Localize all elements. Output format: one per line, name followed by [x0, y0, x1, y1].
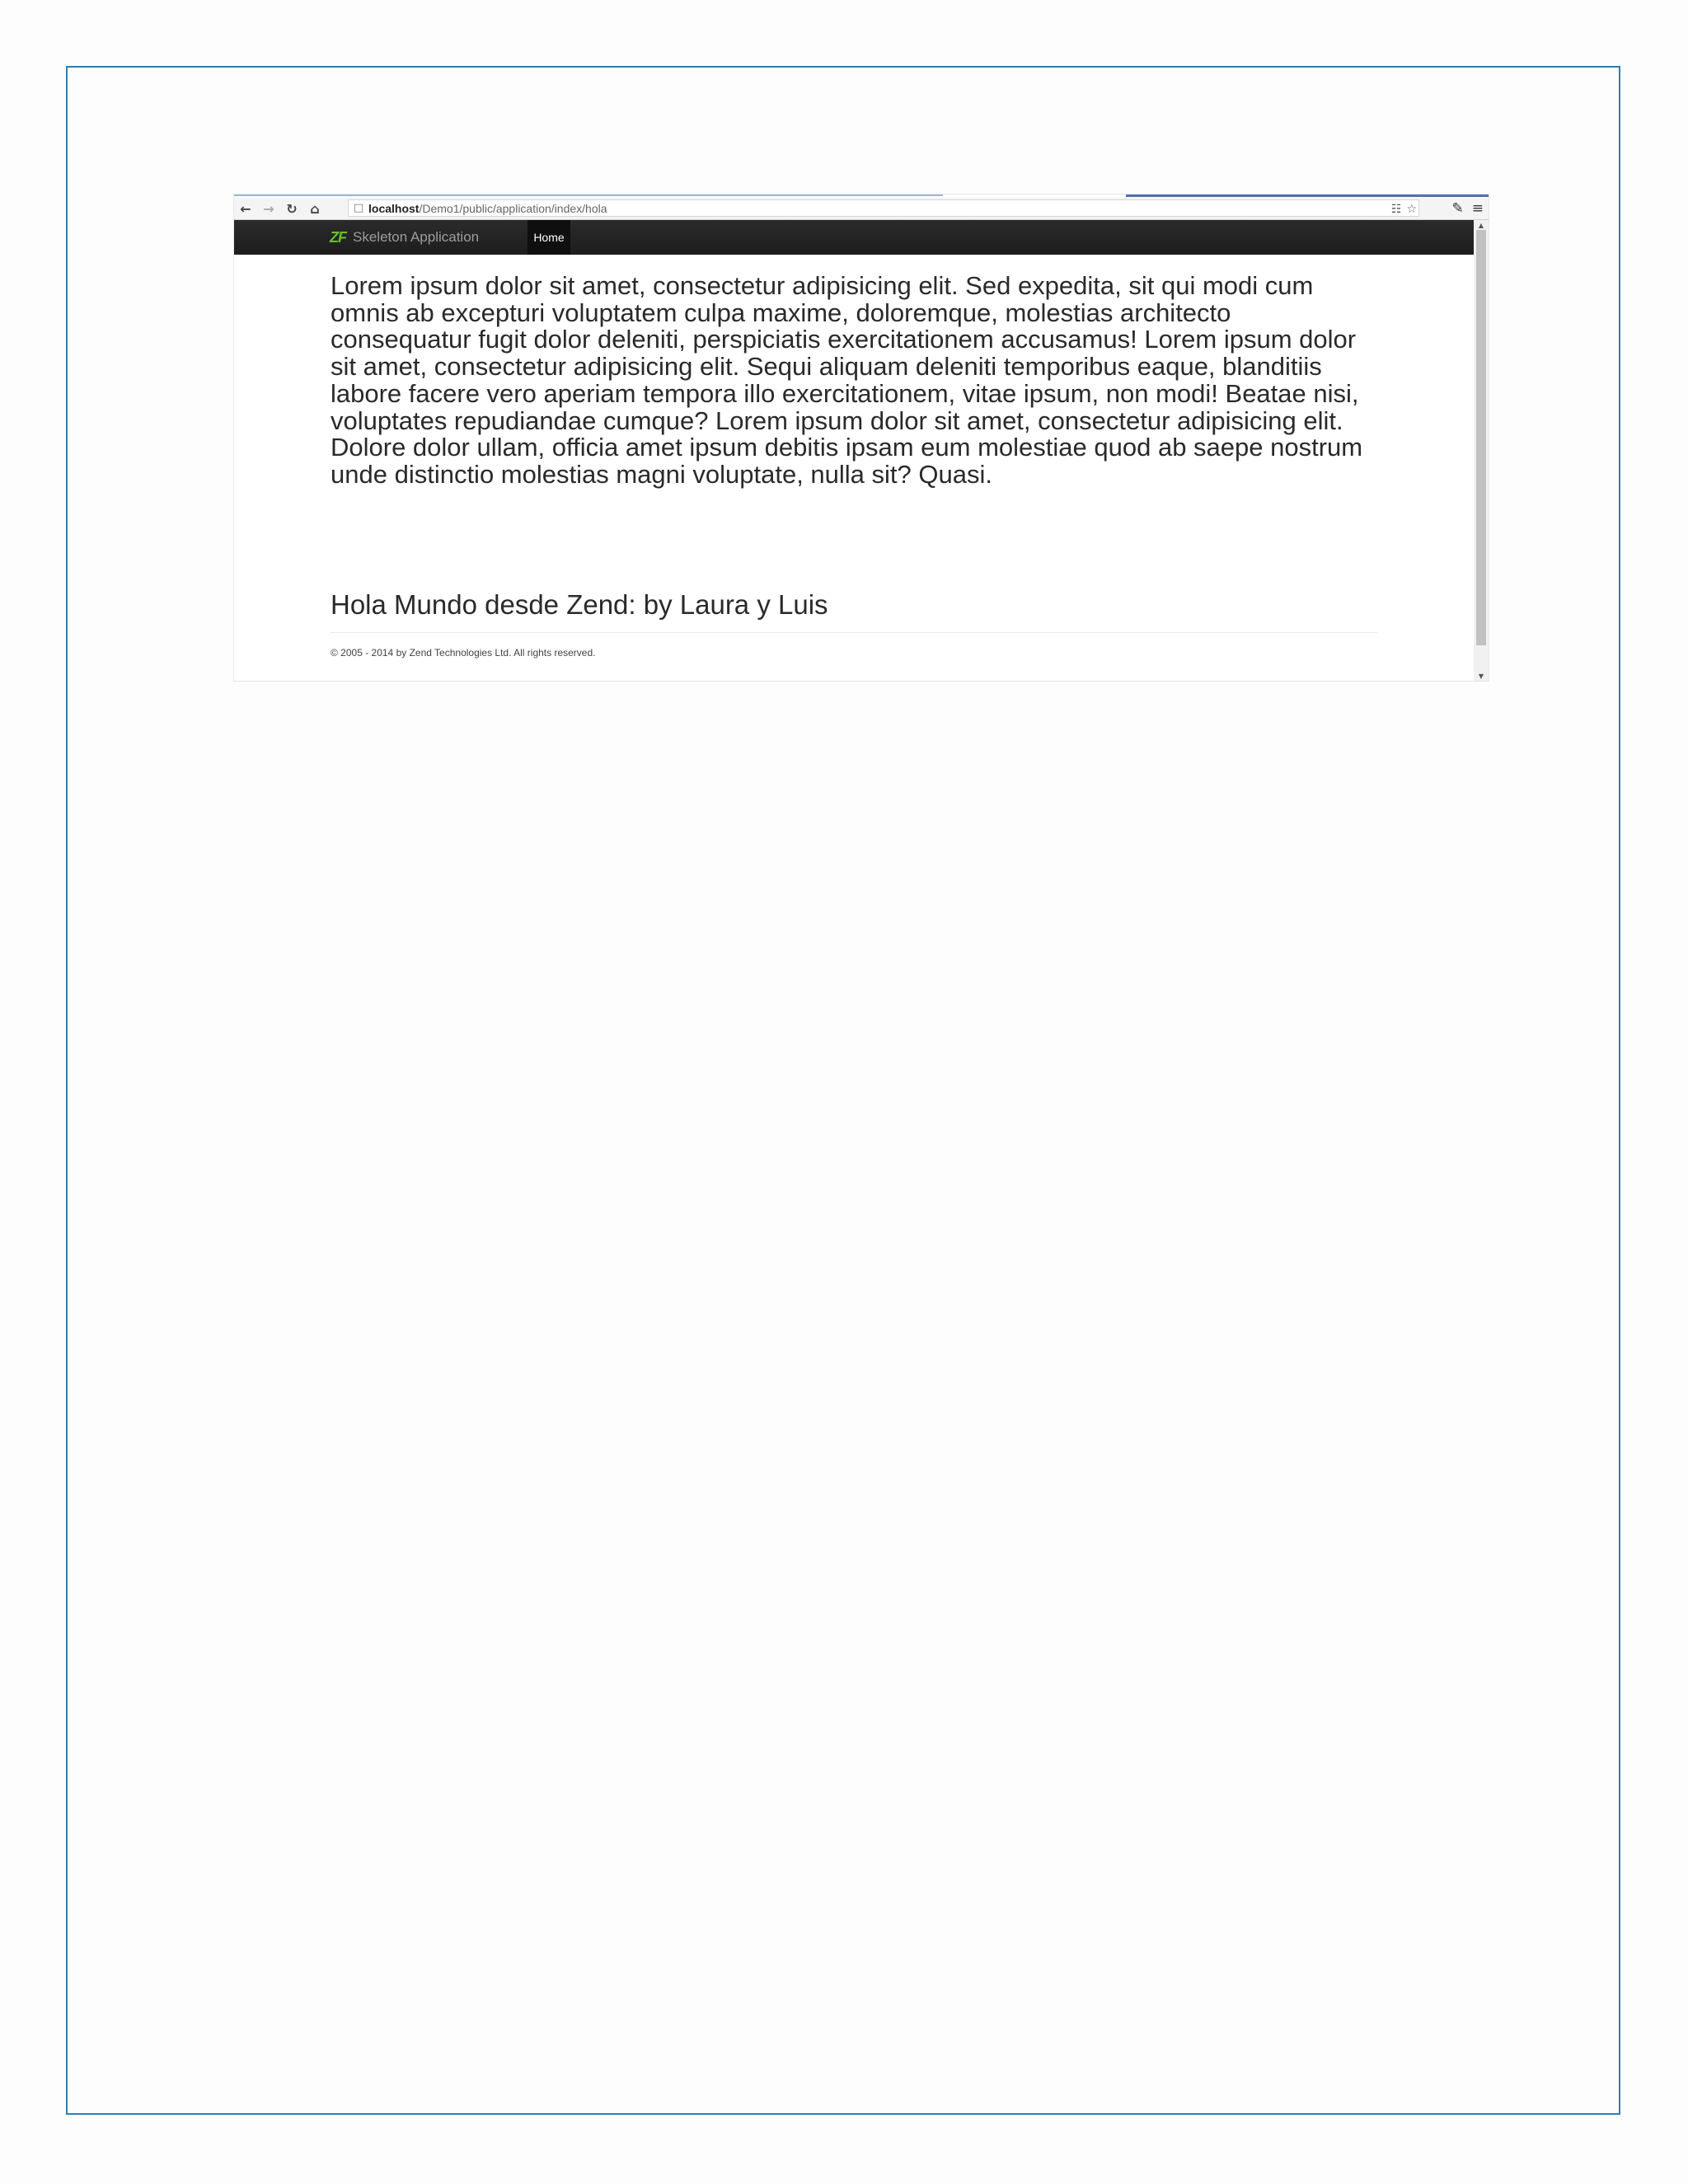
page-icon: □ — [354, 202, 364, 214]
menu-icon[interactable]: ≡ — [1471, 200, 1484, 217]
scroll-down-icon[interactable]: ▼ — [1478, 672, 1484, 680]
forward-icon[interactable]: → — [263, 200, 274, 217]
translate-icon[interactable]: ☷ — [1390, 202, 1402, 216]
scroll-up-icon[interactable]: ▲ — [1478, 221, 1484, 229]
url-path[interactable]: /Demo1/public/application/index/hola — [419, 201, 607, 215]
url-host[interactable]: localhost — [368, 201, 420, 215]
app-navbar — [234, 220, 1474, 255]
scroll-thumb[interactable] — [1476, 230, 1486, 645]
back-icon[interactable]: ← — [240, 200, 251, 217]
nav-home-link[interactable]: Home — [528, 220, 570, 255]
main-content — [331, 273, 1377, 489]
brand[interactable] — [330, 220, 479, 255]
tab-strip-line — [234, 194, 943, 196]
zf-logo-icon: ZF — [330, 228, 346, 246]
page-heading: Hola Mundo desde Zend: by Laura y Luis — [331, 589, 828, 620]
star-icon[interactable]: ☆ — [1406, 202, 1417, 216]
extension-icon[interactable]: ✎ — [1451, 200, 1464, 217]
home-icon[interactable]: ⌂ — [310, 200, 320, 217]
reload-icon[interactable]: ↻ — [286, 200, 298, 217]
lorem-paragraph: Lorem ipsum dolor sit amet, consectetur adipisicing elit. Sed expedita, sit qui modi cum omnis ab excepturi voluptatem culpa maxime, doloremque, molestias architecto consequatur fugit dolor deleniti, perspiciatis exercitationem accusamus! Lorem ipsum dolor sit amet, consectetur adipisicing elit. Sequi aliquam deleniti temporibus eaque, blanditiis labore facere vero aperiam tempora illo exercitationem, vitae ipsum, non modi! Beatae nisi, voluptates repudiandae cumque? Lorem ipsum dolor sit amet, consectetur adipisicing elit. Dolore dolor ullam, officia amet ipsum debitis ipsam eum molestiae quod ab saepe nostrum unde distinctio molestias magni voluptate, nulla sit? Quasi. — [331, 271, 1363, 489]
brand-name[interactable]: Skeleton Application — [353, 229, 480, 245]
vertical-scrollbar[interactable] — [1474, 220, 1489, 681]
browser-toolbar — [234, 198, 1489, 220]
address-bar[interactable] — [348, 199, 1419, 217]
footer-copyright: © 2005 - 2014 by Zend Technologies Ltd. All rights reserved. — [331, 647, 596, 658]
page-viewport — [234, 220, 1474, 681]
tab-strip-active-line — [1126, 194, 1489, 197]
browser-window — [234, 194, 1489, 681]
footer-divider — [331, 632, 1377, 633]
